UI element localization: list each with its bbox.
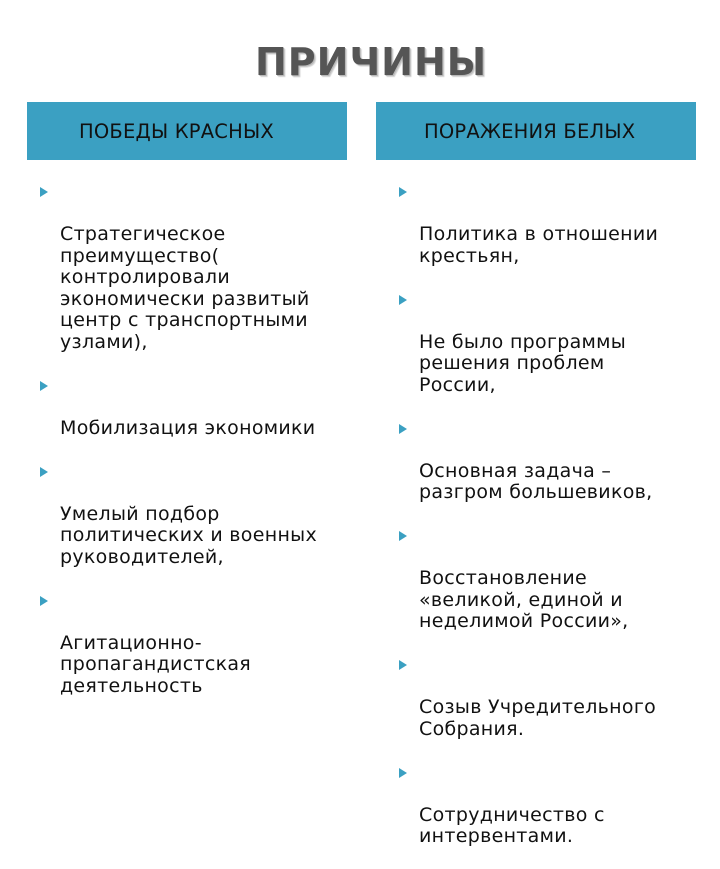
header-white-defeat-label: ПОРАЖЕНИЯ БЕЛЫХ — [424, 120, 635, 143]
header-red-victory — [27, 102, 347, 160]
triangle-bullet-icon — [399, 424, 407, 434]
list-item — [399, 418, 699, 526]
triangle-bullet-icon — [399, 295, 407, 305]
slide-title: ПРИЧИНЫ — [255, 40, 470, 84]
triangle-bullet-icon — [399, 660, 407, 670]
list-item-text: Политика в отношении крестьян, — [419, 224, 699, 267]
list-item — [399, 525, 699, 654]
list-item-text: Сотрудничество с интервентами. — [419, 805, 699, 848]
list-item-text: Стратегическое преимущество( контролировали экономически развитый центр с транспортными узлами), — [60, 224, 340, 353]
list-item — [40, 181, 340, 375]
red-victory-reasons-list — [40, 181, 340, 719]
white-defeat-reasons-list — [399, 181, 699, 869]
list-item-text: Созыв Учредительного Собрания. — [419, 697, 699, 740]
list-item-text: Мобилизация экономики — [60, 418, 340, 440]
list-item-text: Основная задача – разгром большевиков, — [419, 461, 699, 504]
list-item-text: Агитационно- пропагандистская деятельность — [60, 633, 340, 698]
list-item-text: Не было программы решения проблем России, — [419, 332, 699, 397]
triangle-bullet-icon — [40, 467, 48, 477]
list-item-text: Умелый подбор политических и военных руководителей, — [60, 504, 340, 569]
triangle-bullet-icon — [40, 187, 48, 197]
triangle-bullet-icon — [399, 187, 407, 197]
list-item — [399, 289, 699, 418]
header-red-victory-label: ПОБЕДЫ КРАСНЫХ — [79, 120, 274, 143]
triangle-bullet-icon — [40, 381, 48, 391]
triangle-bullet-icon — [40, 596, 48, 606]
list-item — [40, 590, 340, 719]
list-item — [399, 654, 699, 762]
list-item — [40, 375, 340, 461]
list-item — [40, 461, 340, 590]
header-white-defeat — [376, 102, 696, 160]
triangle-bullet-icon — [399, 768, 407, 778]
list-item — [399, 181, 699, 289]
list-item-text: Восстановление «великой, единой и неделимой России», — [419, 568, 699, 633]
list-item — [399, 762, 699, 869]
